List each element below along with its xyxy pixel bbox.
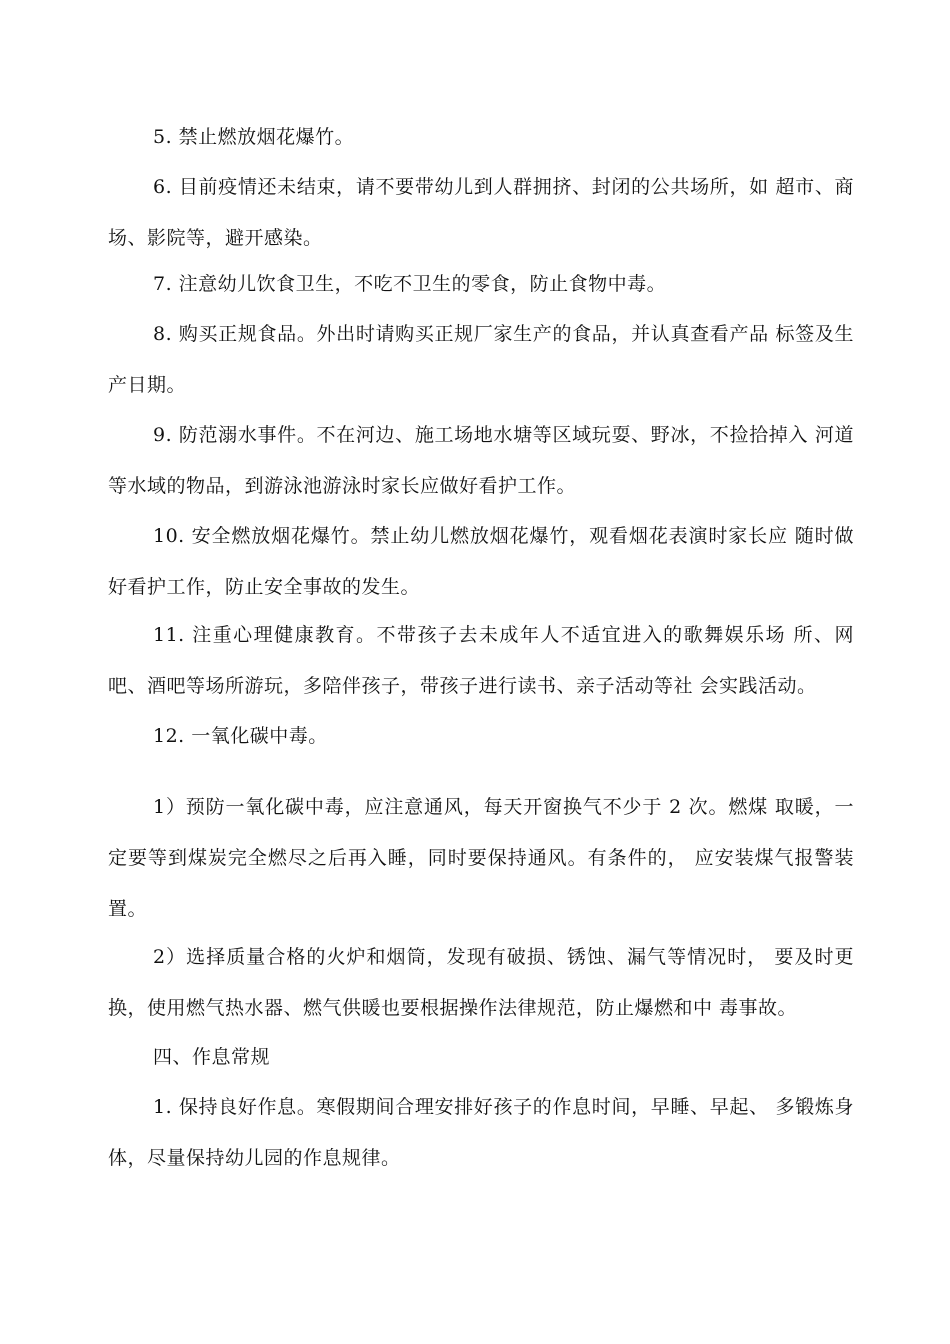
- section-heading: 四、作息常规: [153, 1046, 271, 1068]
- paragraph-subitem-1: 1）预防一氧化碳中毒，应注意通风，每天开窗换气不少于 2 次。燃煤 取暖，一定要等到煤炭完全燃尽之后再入睡，同时要保持通风。有条件的， 应安装煤气报警装置。: [108, 796, 854, 920]
- paragraph-item-11: 11. 注重心理健康教育。不带孩子去未成年人不适宜进入的歌舞娱乐场 所、网吧、酒吧等场所游玩，多陪伴孩子，带孩子进行读书、亲子活动等社 会实践活动。: [108, 624, 854, 697]
- paragraph-item-6: 6. 目前疫情还未结束，请不要带幼儿到人群拥挤、封闭的公共场所，如 超市、商场、影院等，避开感染。: [108, 176, 854, 249]
- paragraph-item-5: 5. 禁止燃放烟花爆竹。: [153, 126, 355, 148]
- paragraph-item-9: 9. 防范溺水事件。不在河边、施工场地水塘等区域玩耍、野冰，不捡拾掉入 河道等水域的物品，到游泳池游泳时家长应做好看护工作。: [108, 424, 854, 497]
- paragraph-subitem-2: 2）选择质量合格的火炉和烟筒，发现有破损、锈蚀、漏气等情况时， 要及时更换，使用燃气热水器、燃气供暖也要根据操作法律规范，防止爆燃和中 毒事故。: [108, 946, 854, 1019]
- paragraph-item-7: 7. 注意幼儿饮食卫生，不吃不卫生的零食，防止食物中毒。: [153, 273, 667, 295]
- paragraph-routine-1: 1. 保持良好作息。寒假期间合理安排好孩子的作息时间，早睡、早起、 多锻炼身体，尽量保持幼儿园的作息规律。: [108, 1096, 854, 1169]
- paragraph-item-12: 12. 一氧化碳中毒。: [153, 725, 328, 747]
- paragraph-item-8: 8. 购买正规食品。外出时请购买正规厂家生产的食品，并认真查看产品 标签及生产日期。: [108, 323, 854, 396]
- paragraph-item-10: 10. 安全燃放烟花爆竹。禁止幼儿燃放烟花爆竹，观看烟花表演时家长应 随时做好看护工作，防止安全事故的发生。: [108, 525, 854, 598]
